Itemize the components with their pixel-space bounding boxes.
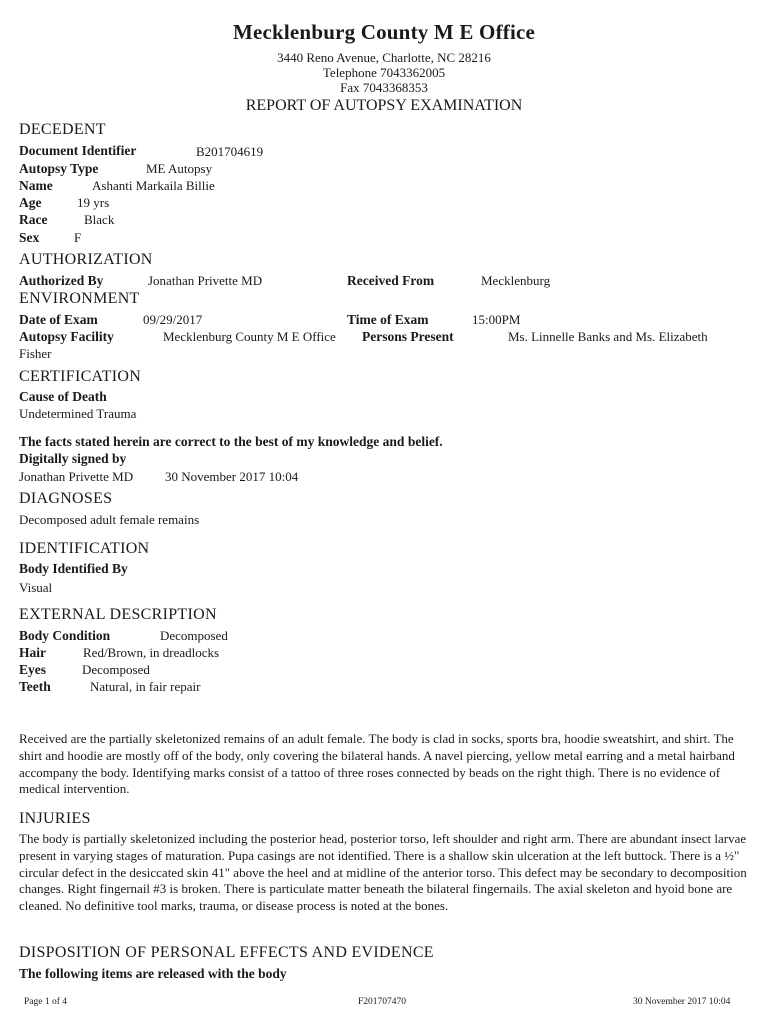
external-description-heading: EXTERNAL DESCRIPTION [19,606,217,623]
race-value: Black [84,212,115,227]
eyes-value: Decomposed [82,662,150,677]
teeth-value: Natural, in fair repair [90,679,201,694]
disposition-subheading: The following items are released with the body [19,966,287,981]
footer-document-id: F201707470 [358,997,407,1007]
name-label: Name [19,178,53,193]
received-from-label: Received From [347,273,435,288]
report-title: REPORT OF AUTOPSY EXAMINATION [245,97,523,114]
time-of-exam-label: Time of Exam [347,312,429,327]
age-label: Age [19,195,42,210]
sex-value: F [74,230,82,245]
body-identified-by-value: Visual [19,580,53,595]
identification-heading: IDENTIFICATION [19,540,150,557]
office-telephone: Telephone 7043362005 [322,65,446,80]
signed-by-value: Jonathan Privette MD [19,469,134,484]
persons-present-value: Ms. Linnelle Banks and Ms. Elizabeth [508,329,708,344]
received-from-value: Mecklenburg [481,273,551,288]
certification-heading: CERTIFICATION [19,368,142,385]
office-title: Mecklenburg County M E Office [232,20,536,44]
autopsy-facility-value: Mecklenburg County M E Office [163,329,336,344]
decedent-heading: DECEDENT [19,121,106,138]
teeth-label: Teeth [19,679,51,694]
autopsy-facility-label: Autopsy Facility [19,329,114,344]
eyes-label: Eyes [19,662,46,677]
footer-datetime: 30 November 2017 10:04 [633,997,731,1007]
cause-of-death-label: Cause of Death [19,389,107,404]
authorized-by-value: Jonathan Privette MD [148,273,263,288]
diagnoses-heading: DIAGNOSES [19,490,113,507]
disposition-heading: DISPOSITION OF PERSONAL EFFECTS AND EVIDENCE [19,944,434,961]
facts-statement: The facts stated herein are correct to the best of my knowledge and belief. [19,434,443,449]
body-condition-label: Body Condition [19,628,111,643]
date-of-exam-label: Date of Exam [19,312,98,327]
body-condition-value: Decomposed [160,628,228,643]
authorized-by-label: Authorized By [19,273,104,288]
footer-page-number: Page 1 of 4 [24,997,68,1007]
authorization-heading: AUTHORIZATION [19,251,153,268]
autopsy-type-value: ME Autopsy [146,161,213,176]
hair-label: Hair [19,645,46,660]
date-of-exam-value: 09/29/2017 [143,312,203,327]
office-address: 3440 Reno Avenue, Charlotte, NC 28216 [277,50,491,65]
diagnoses-text: Decomposed adult female remains [19,512,200,527]
race-label: Race [19,212,48,227]
office-fax: Fax 7043368353 [340,80,428,95]
document-identifier-label: Document Identifier [19,143,137,158]
name-value: Ashanti Markaila Billie [92,178,215,193]
injuries-heading: INJURIES [19,810,91,827]
sex-label: Sex [19,230,40,245]
cause-of-death-value: Undetermined Trauma [19,406,137,421]
digitally-signed-label: Digitally signed by [19,451,127,466]
document-identifier-value: B201704619 [196,144,264,159]
signed-at-value: 30 November 2017 10:04 [165,469,299,484]
persons-present-value-cont: Fisher [19,346,52,361]
injuries-paragraph: The body is partially skeletonized including the posterior head, posterior torso, left shoulder and right arm. There are abundant insect larvae present in varying stages of maturation. Pupa casings are not identified. There is a shallow skin ulceration at the left buttock. There is a ½" circular defect in the desiccated skin 41" above the heel and at midline of the anterior torso. This defect may be secondary to decomposition changes. Right fingernail #3 is broken. There is particulate matter beneath the bilateral fingernails. The axial skeleton and hyoid bone are cleaned. No definitive tool marks, trauma, or disease process is noted at the bones. [19,831,747,914]
time-of-exam-value: 15:00PM [472,312,521,327]
persons-present-label: Persons Present [362,329,454,344]
autopsy-type-label: Autopsy Type [19,161,99,176]
hair-value: Red/Brown, in dreadlocks [83,645,220,660]
body-identified-by-label: Body Identified By [19,561,128,576]
age-value: 19 yrs [77,195,110,210]
environment-heading: ENVIRONMENT [19,290,140,307]
external-description-paragraph: Received are the partially skeletonized remains of an adult female. The body is clad in socks, sports bra, hoodie sweatshirt, and shirt. The shirt and hoodie are mostly off of the body, only covering the bilateral hands. A navel piercing, yellow metal earring and a metal hairband accompany the body. Identifying marks consist of a tattoo of three roses connected by beads on the right thigh. There is no evidence of medical intervention. [19,731,735,797]
